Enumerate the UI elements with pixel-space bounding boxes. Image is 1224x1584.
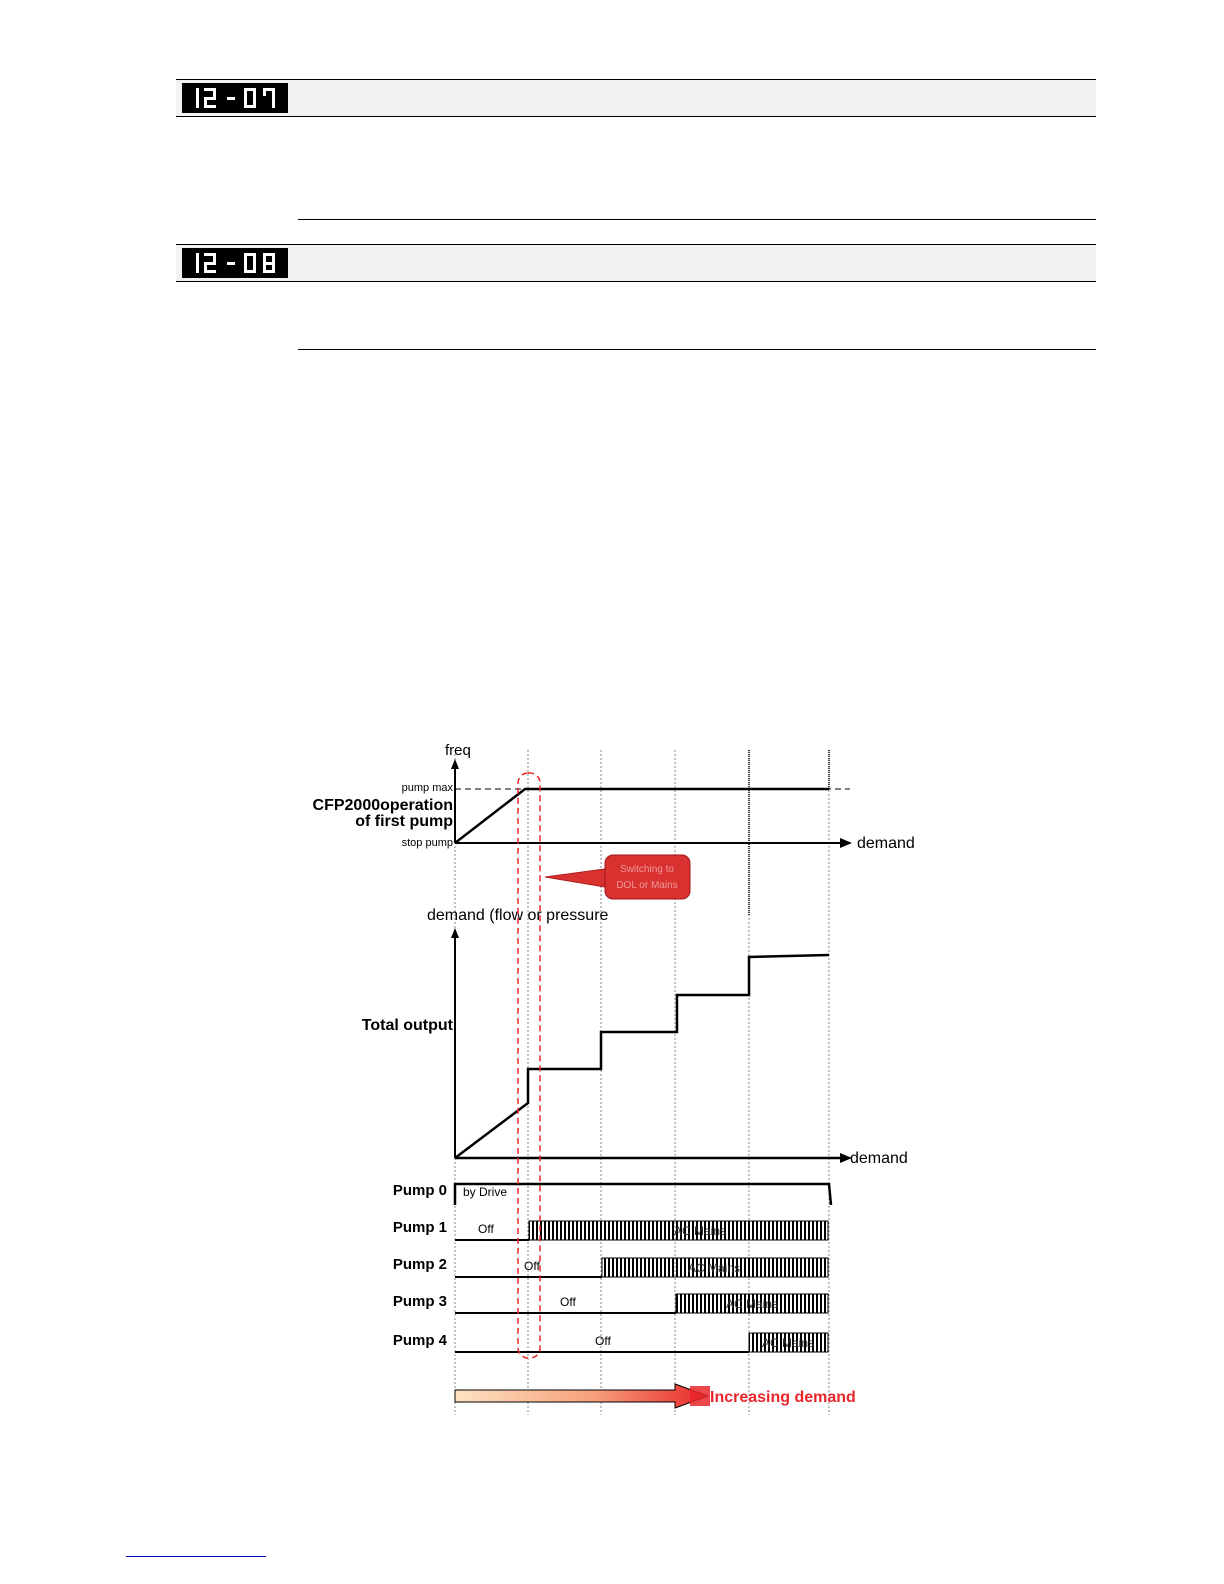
pump-staging-diagram <box>280 735 940 1425</box>
pump-state: Off <box>524 1259 540 1273</box>
pump-name: Pump 4 <box>392 1332 447 1349</box>
pump-state: Off <box>595 1334 611 1348</box>
parameter-header-12-07 <box>176 79 1096 117</box>
switching-callout <box>605 855 690 899</box>
freq-axis-label: freq <box>445 742 471 759</box>
increasing-demand-label: Increasing demand <box>710 1389 856 1406</box>
increasing-demand-arrow <box>455 1384 710 1408</box>
parameter-header-12-08 <box>176 244 1096 282</box>
pump-name: Pump 0 <box>392 1182 447 1199</box>
demand-axis-top-label: demand <box>857 835 915 852</box>
pump-on-state: AC Mains <box>725 1297 779 1311</box>
total-output-step-curve <box>455 955 829 1158</box>
callout-pointer <box>545 869 605 887</box>
callout-line-2: DOL or Mains <box>616 880 678 891</box>
pump-row-1 <box>393 1219 828 1240</box>
section-divider <box>298 349 1096 350</box>
pump-row-4 <box>393 1332 828 1352</box>
operation-label-line-1: CFP2000operation <box>312 797 453 814</box>
parameter-code-display <box>182 83 288 113</box>
operation-label-line-2: of first pump <box>355 813 453 830</box>
pump-name: Pump 2 <box>392 1256 447 1273</box>
parameter-code-display <box>182 248 288 278</box>
pump-name: Pump 3 <box>392 1293 447 1310</box>
demand-flow-axis-label: demand (flow or pressure <box>427 907 609 924</box>
section-divider <box>298 219 1096 220</box>
seven-segment-code-12-07 <box>182 83 288 113</box>
total-output-label: Total output <box>361 1017 453 1034</box>
pump-name: Pump 1 <box>392 1219 447 1236</box>
stop-pump-label: stop pump <box>401 837 453 849</box>
demand-axis-bottom-label: demand <box>850 1150 908 1167</box>
pump-state: by Drive <box>463 1185 508 1199</box>
pump-row-0 <box>393 1182 831 1205</box>
footer-link-rule <box>126 1556 266 1557</box>
callout-line-1: Switching to <box>620 864 674 875</box>
pump-row-2 <box>393 1256 828 1277</box>
seven-segment-code-12-08 <box>182 248 288 278</box>
pump-on-state: AC Mains <box>687 1261 741 1275</box>
pump-state: Off <box>560 1295 576 1309</box>
grid-lines <box>455 750 829 1415</box>
pump-state: Off <box>478 1222 494 1236</box>
pump-on-state: AC Mains <box>673 1224 727 1238</box>
first-pump-frequency-curve <box>455 789 829 843</box>
pump-on-state: AC Mains <box>761 1336 815 1350</box>
pump-row-3 <box>393 1293 828 1313</box>
pump-max-label: pump max <box>401 782 453 794</box>
